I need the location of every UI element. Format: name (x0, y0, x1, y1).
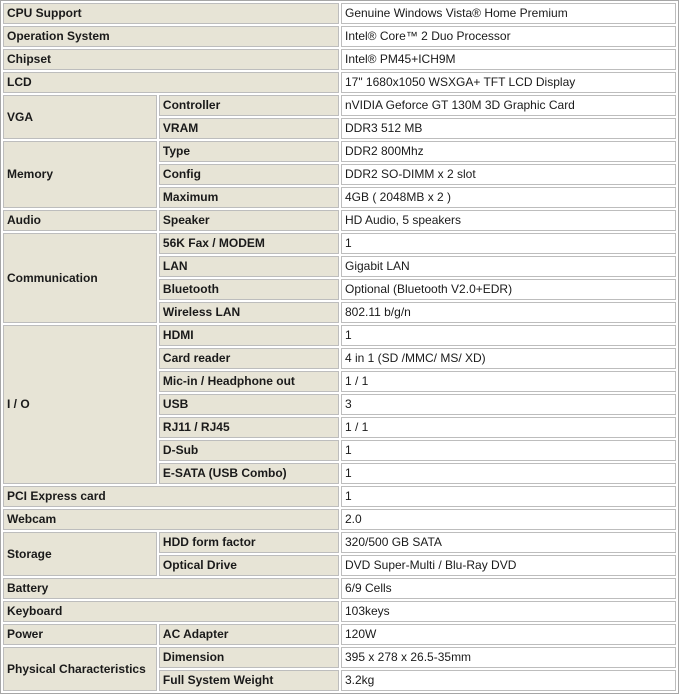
spec-row (3, 210, 676, 231)
category-physical-characteristics: Physical Characteristics (3, 647, 157, 691)
spec-value-bluetooth: Optional (Bluetooth V2.0+EDR) (341, 279, 676, 300)
spec-value-speaker: HD Audio, 5 speakers (341, 210, 676, 231)
spec-row (3, 233, 676, 254)
category-lcd: LCD (3, 72, 339, 93)
spec-value-keyboard: 103keys (341, 601, 676, 622)
category-vga: VGA (3, 95, 157, 139)
spec-value-hdmi: 1 (341, 325, 676, 346)
spec-label-speaker: Speaker (159, 210, 339, 231)
spec-label-hdd-form-factor: HDD form factor (159, 532, 339, 553)
category-operation-system: Operation System (3, 26, 339, 47)
spec-value-usb: 3 (341, 394, 676, 415)
spec-row (3, 647, 676, 668)
spec-value-chipset: Intel® PM45+ICH9M (341, 49, 676, 70)
spec-row (3, 141, 676, 162)
spec-value-rj11-rj45: 1 / 1 (341, 417, 676, 438)
spec-value-d-sub: 1 (341, 440, 676, 461)
spec-value-cpu-support: Genuine Windows Vista® Home Premium (341, 3, 676, 24)
spec-label-e-sata-usb-combo: E-SATA (USB Combo) (159, 463, 339, 484)
spec-value-vram: DDR3 512 MB (341, 118, 676, 139)
spec-row (3, 325, 676, 346)
category-i-o: I / O (3, 325, 157, 484)
spec-label-hdmi: HDMI (159, 325, 339, 346)
spec-value-battery: 6/9 Cells (341, 578, 676, 599)
spec-row (3, 95, 676, 116)
spec-value-e-sata-usb-combo: 1 (341, 463, 676, 484)
spec-value-operation-system: Intel® Core™ 2 Duo Processor (341, 26, 676, 47)
spec-value-lcd: 17" 1680x1050 WSXGA+ TFT LCD Display (341, 72, 676, 93)
spec-label-type: Type (159, 141, 339, 162)
category-webcam: Webcam (3, 509, 339, 530)
spec-label-mic-in-headphone-out: Mic-in / Headphone out (159, 371, 339, 392)
spec-label-dimension: Dimension (159, 647, 339, 668)
spec-value-wireless-lan: 802.11 b/g/n (341, 302, 676, 323)
category-keyboard: Keyboard (3, 601, 339, 622)
spec-label-rj11-rj45: RJ11 / RJ45 (159, 417, 339, 438)
spec-value-hdd-form-factor: 320/500 GB SATA (341, 532, 676, 553)
spec-value-ac-adapter: 120W (341, 624, 676, 645)
spec-row (3, 49, 676, 70)
spec-row (3, 3, 676, 24)
category-cpu-support: CPU Support (3, 3, 339, 24)
spec-row (3, 532, 676, 553)
spec-label-card-reader: Card reader (159, 348, 339, 369)
spec-label-d-sub: D-Sub (159, 440, 339, 461)
spec-value-56k-fax-modem: 1 (341, 233, 676, 254)
category-communication: Communication (3, 233, 157, 323)
spec-value-lan: Gigabit LAN (341, 256, 676, 277)
spec-label-vram: VRAM (159, 118, 339, 139)
spec-row (3, 26, 676, 47)
category-pci-express-card: PCI Express card (3, 486, 339, 507)
spec-label-56k-fax-modem: 56K Fax / MODEM (159, 233, 339, 254)
spec-label-config: Config (159, 164, 339, 185)
spec-value-controller: nVIDIA Geforce GT 130M 3D Graphic Card (341, 95, 676, 116)
spec-label-bluetooth: Bluetooth (159, 279, 339, 300)
spec-label-full-system-weight: Full System Weight (159, 670, 339, 691)
spec-row (3, 601, 676, 622)
spec-value-dimension: 395 x 278 x 26.5-35mm (341, 647, 676, 668)
category-chipset: Chipset (3, 49, 339, 70)
spec-label-wireless-lan: Wireless LAN (159, 302, 339, 323)
spec-label-lan: LAN (159, 256, 339, 277)
category-power: Power (3, 624, 157, 645)
spec-value-optical-drive: DVD Super-Multi / Blu-Ray DVD (341, 555, 676, 576)
spec-row (3, 578, 676, 599)
spec-value-mic-in-headphone-out: 1 / 1 (341, 371, 676, 392)
spec-row (3, 624, 676, 645)
category-battery: Battery (3, 578, 339, 599)
category-storage: Storage (3, 532, 157, 576)
spec-value-type: DDR2 800Mhz (341, 141, 676, 162)
spec-value-card-reader: 4 in 1 (SD /MMC/ MS/ XD) (341, 348, 676, 369)
spec-table-body (3, 3, 676, 691)
spec-label-maximum: Maximum (159, 187, 339, 208)
spec-value-config: DDR2 SO-DIMM x 2 slot (341, 164, 676, 185)
category-memory: Memory (3, 141, 157, 208)
spec-label-ac-adapter: AC Adapter (159, 624, 339, 645)
spec-value-webcam: 2.0 (341, 509, 676, 530)
spec-label-controller: Controller (159, 95, 339, 116)
spec-value-maximum: 4GB ( 2048MB x 2 ) (341, 187, 676, 208)
spec-value-pci-express-card: 1 (341, 486, 676, 507)
spec-label-optical-drive: Optical Drive (159, 555, 339, 576)
spec-row (3, 72, 676, 93)
spec-value-full-system-weight: 3.2kg (341, 670, 676, 691)
category-audio: Audio (3, 210, 157, 231)
spec-label-usb: USB (159, 394, 339, 415)
spec-row (3, 486, 676, 507)
spec-row (3, 509, 676, 530)
